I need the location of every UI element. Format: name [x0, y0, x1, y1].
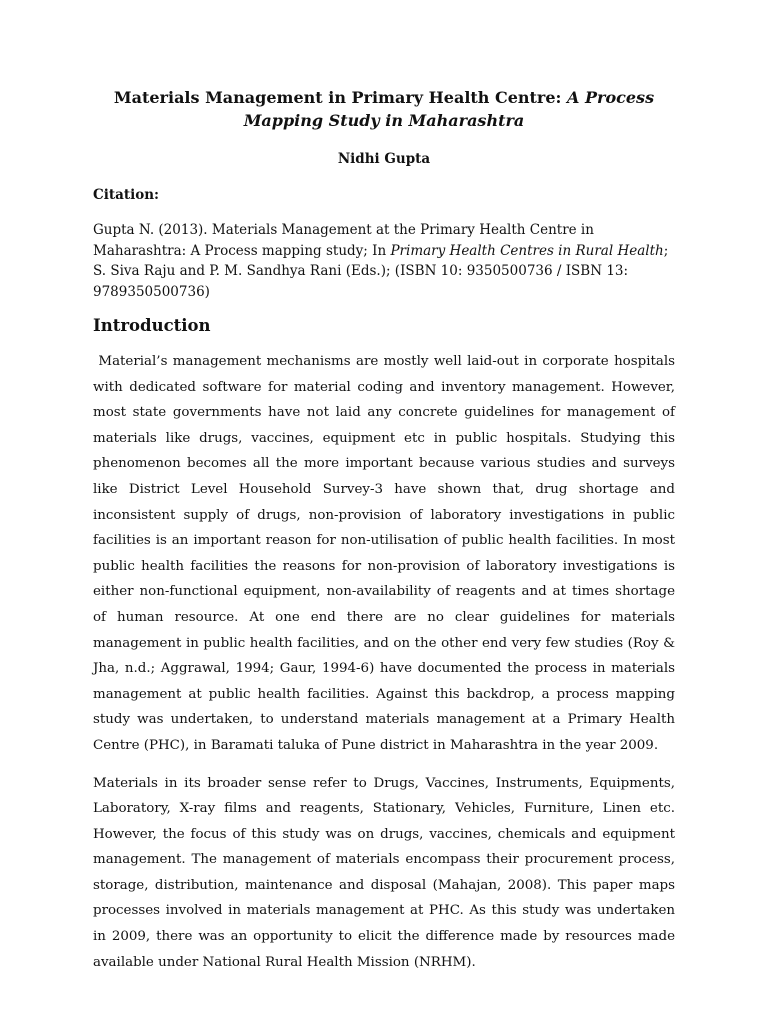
author-name: Nidhi Gupta: [337, 151, 431, 167]
title-italic: A Process Mapping Study in Maharashtra: [243, 88, 655, 130]
introduction-paragraph-2: Materials in its broader sense refer to Drugs, Vaccines, Instruments, Equipments, Laboratory, X-ray films and reagents, Stationary, Vehicles, Furniture, Linen etc. However, the focus of this study was on drugs, vaccines, chemicals and equipment management. The management of materials encompass their procurement process, storage, distribution, maintenance and disposal (Mahajan, 2008). This paper maps processes involved in materials management at PHC. As this study was undertaken in 2009, there was an opportunity to elicit the difference made by resources made available under National Rural Health Mission (NRHM).: [93, 775, 675, 970]
citation-text: [93, 220, 675, 302]
document-title: [93, 86, 675, 132]
title-regular: Materials Management in Primary Health Centre:: [113, 88, 568, 107]
citation-text-after: ; S. Siva Raju and P. M. Sandhya Rani (Eds.); (ISBN 10: 9350500736 / ISBN 13: 9789350500736): [93, 242, 669, 300]
citation-label: Citation:: [93, 187, 160, 203]
introduction-heading: Introduction: [93, 316, 211, 335]
citation-book-title: Primary Health Centres in Rural Health: [390, 242, 664, 259]
introduction-paragraph-1: Material’s management mechanisms are mostly well laid-out in corporate hospitals with dedicated software for material coding and inventory management. However, most state governments have not laid any concrete guidelines for management of materials like drugs, vaccines, equipment etc in public hospitals. Studying this phenomenon becomes all the more important because various studies and surveys like District Level Household Survey-3 have shown that, drug shortage and inconsistent supply of drugs, non-provision of laboratory investigations in public facilities is an important reason for non-utilisation of public health facilities. In most public health facilities the reasons for non-provision of laboratory investigations is either non-functional equipment, non-availability of reagents and at times shortage of human resource. At one end there are no clear guidelines for materials management in public health facilities, and on the other end very few studies (Roy & Jha, n.d.; Aggrawal, 1994; Gaur, 1994-6) have documented the process in materials management at public health facilities. Against this backdrop, a process mapping study was undertaken, to understand materials management at a Primary Health Centre (PHC), in Baramati taluka of Pune district in Maharashtra in the year 2009.: [93, 354, 680, 753]
citation-text-before: Gupta N. (2013). Materials Management at the Primary Health Centre in Maharashtra: A Process mapping study; In: [93, 222, 594, 259]
